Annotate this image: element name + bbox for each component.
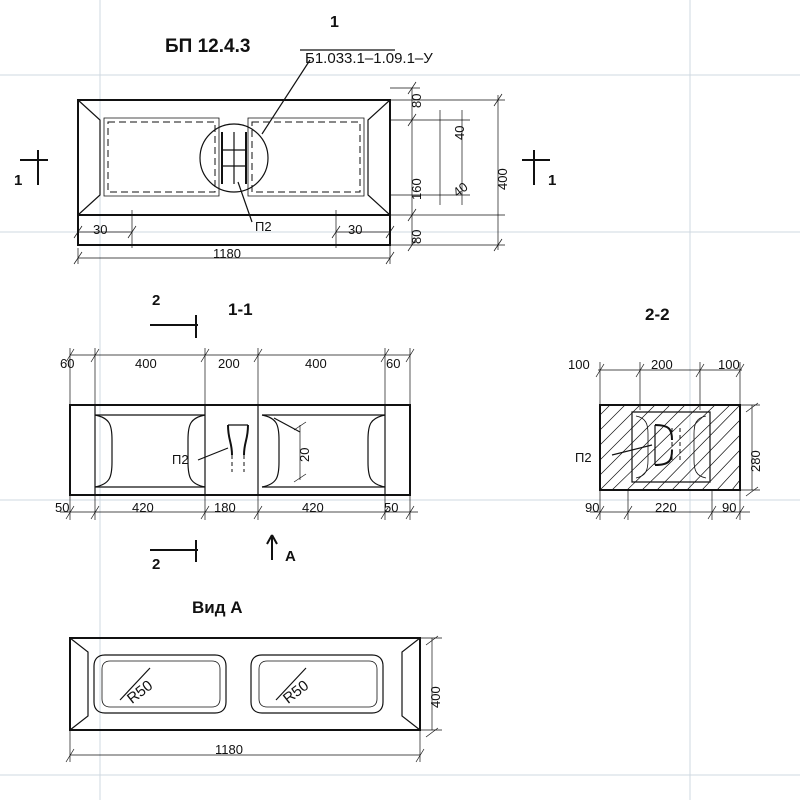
section-mark-1-left: 1 xyxy=(14,172,23,189)
view-title-a: Вид А xyxy=(192,598,243,617)
sec22-top-dim-0: 100 xyxy=(568,357,590,372)
plan-top-dim-3: 400 xyxy=(305,356,327,371)
dim-middle-band: 160 xyxy=(409,178,424,200)
dim-total-length: 1180 xyxy=(213,246,241,261)
dim-inner-40: 40 xyxy=(452,125,467,140)
sec22-top-dim-1: 200 xyxy=(651,357,673,372)
section-mark-a: А xyxy=(285,548,296,565)
plan-bottom-dim-1: 420 xyxy=(132,500,154,515)
dim-inner-40b: 40 xyxy=(450,179,471,200)
plan-top-dim-4: 60 xyxy=(386,356,401,371)
sec22-bottom-dim-2: 90 xyxy=(722,500,737,515)
dim-bottom-band: 80 xyxy=(409,229,424,244)
section-mark-1-right: 1 xyxy=(548,172,557,189)
label-p2-section: П2 xyxy=(575,450,592,465)
dim-top-band: 80 xyxy=(409,93,424,108)
viewa-height-dim: 400 xyxy=(428,686,443,708)
sec22-top-dim-2: 100 xyxy=(718,357,740,372)
plan-bottom-dim-2: 180 xyxy=(214,500,236,515)
dim-right-offset: 30 xyxy=(348,222,363,237)
plan-top-dim-0: 60 xyxy=(60,356,75,371)
sec22-bottom-dim-0: 90 xyxy=(585,500,600,515)
standard-code: Б1.033.1–1.09.1–У xyxy=(305,50,433,67)
sec22-bottom-dim-1: 220 xyxy=(655,500,677,515)
dim-front-height: 400 xyxy=(495,168,510,190)
section-mark-2-bottom: 2 xyxy=(152,556,161,573)
plan-top-dim-1: 400 xyxy=(135,356,157,371)
plan-bottom-dim-4: 50 xyxy=(384,500,399,515)
radius-label-right: R50 xyxy=(280,677,313,708)
viewa-length-dim: 1180 xyxy=(215,742,243,757)
drawing-title: БП 12.4.3 xyxy=(165,36,251,57)
label-p2-plan: П2 xyxy=(172,452,189,467)
sec22-height-dim: 280 xyxy=(748,450,763,472)
plan-bottom-dim-0: 50 xyxy=(55,500,70,515)
dim-left-offset: 30 xyxy=(93,222,108,237)
view-title-2-2: 2-2 xyxy=(645,305,670,324)
section-mark-2-top: 2 xyxy=(152,292,161,309)
label-p2-front: П2 xyxy=(255,219,272,234)
plan-bottom-dim-3: 420 xyxy=(302,500,324,515)
plan-top-dim-2: 200 xyxy=(218,356,240,371)
callout-number-1: 1 xyxy=(330,14,339,31)
plan-inner-vertical-dim: 20 xyxy=(297,447,312,462)
radius-label-left: R50 xyxy=(124,677,157,708)
view-title-1-1: 1-1 xyxy=(228,300,253,319)
